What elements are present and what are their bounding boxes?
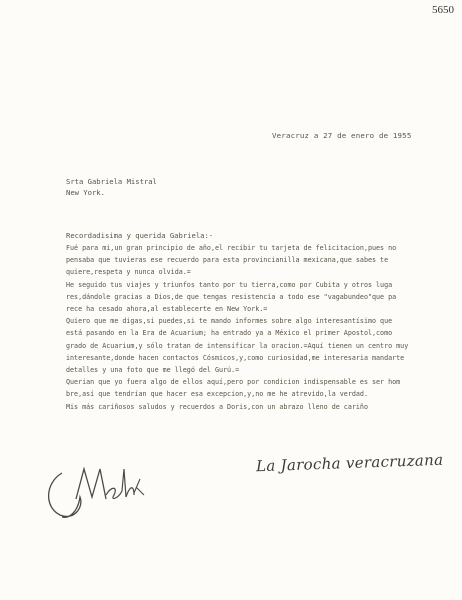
recipient-name: Srta Gabriela Mistral (66, 177, 157, 186)
body-line: detalles y una foto que me llegó del Gurú.= (66, 366, 240, 375)
body-line: interesante,donde hacen contactos Cósmicos,y,como curiosidad,me interesaria mandarte (66, 353, 405, 362)
body-line: Querian que yo fuera algo de ellos aquí,pero por condicion indispensable es ser hom (66, 378, 401, 387)
signature: La Jarocha veracruzana (255, 450, 444, 476)
recipient-city: New York. (66, 188, 105, 197)
body-line: res,dándole gracias a Dios,de que tengas resistencia a todo ese "vagabundeo"que pa (66, 292, 397, 301)
body-line: quiere,respeta y nunca olvida.= (66, 268, 191, 277)
body-line: rece ha cesado ahora,al establecerte en New York.= (66, 305, 268, 314)
body-line: grado de Acuarium,y sólo tratan de intensificar la oracion.=Aquí tienen un centro muy (66, 341, 409, 350)
salutation: Recordadisima y querida Gabriela:- (66, 231, 214, 240)
dateline: Veracruz a 27 de enero de 1955 (272, 131, 412, 140)
archive-number: 5650 (432, 4, 454, 16)
body-line: Quiero que me digas,si puedes,si te mando informes sobre algo interesantísimo que (66, 317, 393, 326)
body-line: bre,así que tendrían que hacer esa excepcion,y,no me he atrevido,la verdad. (66, 390, 368, 399)
body-line: pensaba que tuvieras ese recuerdo para esta provincianilla mexicana,que sabes te (66, 256, 389, 265)
body-line: está pasando en la Era de Acuarium; ha entrado ya a México el primer Apostol,como (66, 329, 393, 338)
body-line: Mis más cariñosos saludos y recuerdos a Doris,con un abrazo lleno de cariño (66, 402, 368, 411)
recipient-block (66, 176, 157, 198)
handwritten-flourish (40, 455, 150, 525)
letter-body (66, 242, 442, 413)
body-line: Fué para mi,un gran principio de año,el recibir tu tarjeta de felicitacion,pues no (66, 244, 397, 252)
body-line: He seguido tus viajes y triunfos tanto por tu tierra,como por Cubita y otros luga (66, 280, 393, 289)
